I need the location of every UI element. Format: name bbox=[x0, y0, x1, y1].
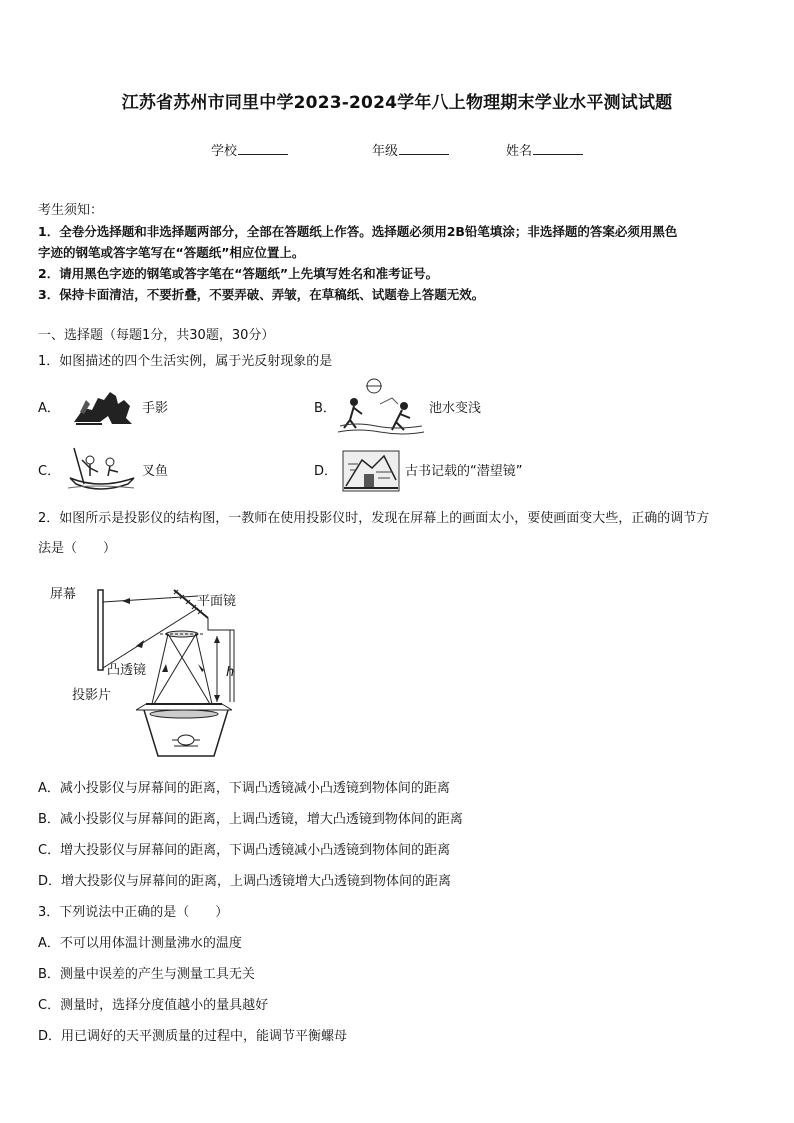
q1-option-d-text: 古书记载的“潜望镜” bbox=[405, 464, 523, 479]
notice-item-1: 1．全卷分选择题和非选择题两部分，全部在答题纸上作答。选择题必须用2B铅笔填涂；非选择题的答案必须用黑色 bbox=[38, 224, 678, 239]
pool-shallow-image bbox=[336, 378, 426, 436]
q2-option-c: C．增大投影仪与屏幕间的距离，下调凸透镜减小凸透镜到物体间的距离 bbox=[38, 843, 451, 858]
notice-item-1-cont: 字迹的钢笔或答字笔写在“答题纸”相应位置上。 bbox=[38, 245, 305, 260]
name-field bbox=[506, 140, 583, 159]
q3-option-a: A．不可以用体温计测量沸水的温度 bbox=[38, 936, 242, 951]
name-label: 姓名 bbox=[506, 144, 533, 159]
grade-field bbox=[372, 140, 449, 159]
q3-stem: 3．下列说法中正确的是（ ） bbox=[38, 905, 229, 920]
grade-blank bbox=[399, 142, 449, 155]
ancient-periscope-image bbox=[342, 450, 400, 492]
spear-fishing-image bbox=[64, 446, 138, 492]
q3-option-c: C．测量时，选择分度值越小的量具越好 bbox=[38, 998, 269, 1013]
q1-option-a-text: 手影 bbox=[142, 401, 169, 416]
q2-option-a: A．减小投影仪与屏幕间的距离，下调凸透镜减小凸透镜到物体间的距离 bbox=[38, 781, 450, 796]
grade-label: 年级 bbox=[372, 144, 399, 159]
q1-option-a-label: A． bbox=[38, 401, 60, 416]
q2-option-d: D．增大投影仪与屏幕间的距离，上调凸透镜增大凸透镜到物体间的距离 bbox=[38, 874, 452, 889]
q1-option-d-label: D． bbox=[314, 464, 338, 479]
notice-item-2: 2．请用黑色字迹的钢笔或答字笔在“答题纸”上先填写姓名和准考证号。 bbox=[38, 266, 439, 281]
school-blank bbox=[238, 142, 288, 155]
lens-label: 凸透镜 bbox=[107, 663, 147, 678]
page-title: 江苏省苏州市同里中学2023-2024学年八上物理期末学业水平测试试题 bbox=[121, 93, 673, 113]
notice-heading: 考生须知： bbox=[38, 203, 104, 218]
q2-option-b: B．减小投影仪与屏幕间的距离，上调凸透镜，增大凸透镜到物体间的距离 bbox=[38, 812, 463, 827]
q1-option-c-text: 叉鱼 bbox=[142, 464, 169, 479]
screen-shape bbox=[98, 590, 103, 670]
screen-label: 屏幕 bbox=[50, 587, 77, 602]
q1-stem: 1．如图描述的四个生活实例，属于光反射现象的是 bbox=[38, 354, 333, 369]
name-blank bbox=[533, 142, 583, 155]
school-label: 学校 bbox=[211, 144, 238, 159]
hand-shadow-image bbox=[72, 388, 138, 428]
notice-item-3: 3．保持卡面清洁，不要折叠，不要弄破、弄皱，在草稿纸、试题卷上答题无效。 bbox=[38, 287, 485, 302]
q1-option-c-label: C． bbox=[38, 464, 61, 479]
mirror-label: 平面镜 bbox=[197, 594, 237, 609]
q3-option-b: B．测量中误差的产生与测量工具无关 bbox=[38, 967, 255, 982]
slide-label: 投影片 bbox=[72, 688, 112, 703]
section-heading: 一、选择题（每题1分，共30题，30分） bbox=[38, 328, 275, 343]
q1-option-b-label: B． bbox=[314, 401, 336, 416]
q1-option-b-text: 池水变浅 bbox=[429, 401, 482, 416]
h-label: h bbox=[226, 665, 235, 680]
q2-stem-line-1: 2．如图所示是投影仪的结构图，一教师在使用投影仪时，发现在屏幕上的画面太小，要使画面变大些，正确的调节方 bbox=[38, 511, 710, 526]
q3-option-d: D．用已调好的天平测质量的过程中，能调节平衡螺母 bbox=[38, 1029, 348, 1044]
q2-stem-line-2: 法是（ ） bbox=[38, 541, 117, 556]
school-field bbox=[211, 140, 288, 159]
